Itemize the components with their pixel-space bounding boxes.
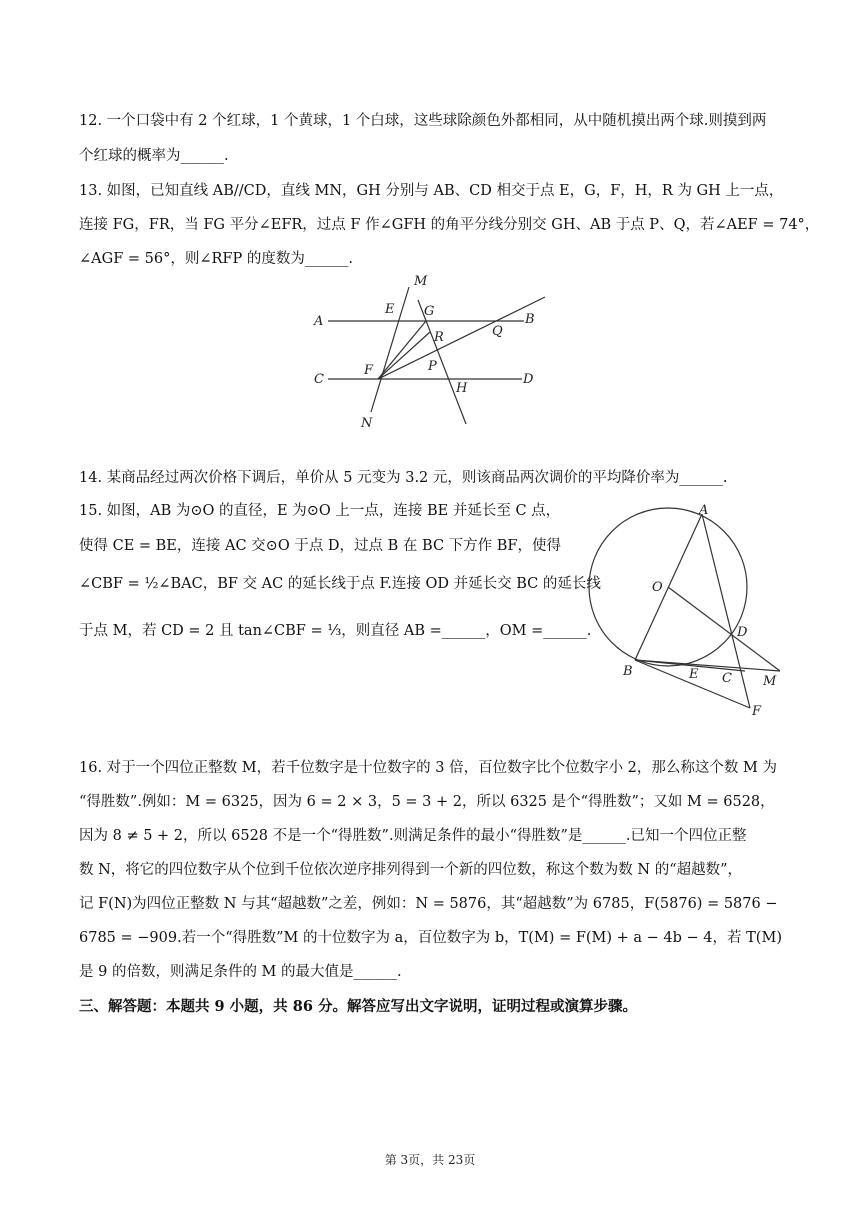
q13-line-3: ∠AGF = 56°，则∠RFP 的度数为______. — [79, 251, 353, 267]
q16-line-1: 16. 对于一个四位正整数 M，若千位数字是十位数字的 3 倍，百位数字比个位数字小 2，那么称这个数 M 为 — [79, 760, 777, 776]
q16-line-5: 记 F(N)为四位正整数 N 与其“超越数”之差，例如：N = 5876，其“超越数”为 6785，F(5876) = 5876 − — [79, 896, 778, 912]
q13-label-D: D — [523, 372, 534, 387]
q15-line-1: 15. 如图，AB 为⊙O 的直径，E 为⊙O 上一点，连接 BE 并延长至 C 点， — [79, 503, 561, 519]
q13-figure — [300, 270, 560, 435]
q15-label-F: F — [752, 704, 762, 719]
q15-label-D: D — [737, 625, 748, 640]
q13-label-F: F — [364, 363, 374, 378]
q13-label-M: M — [414, 274, 428, 289]
q15-line-4: 于点 M，若 CD = 2 且 tan∠CBF = ⅓，则直径 AB =______，OM =______. — [79, 623, 592, 639]
q13-label-R: R — [434, 330, 444, 345]
q15-line-3: ∠CBF = ½∠BAC，BF 交 AC 的延长线于点 F.连接 OD 并延长交 BC 的延长线 — [79, 576, 601, 592]
q13-line-1: 13. 如图，已知直线 AB//CD，直线 MN，GH 分别与 AB、CD 相交于点 E，G，F，H，R 为 GH 上一点， — [79, 183, 784, 199]
q16-line-7: 是 9 的倍数，则满足条件的 M 的最大值是______. — [79, 964, 402, 980]
q16-line-4: 数 N，将它的四位数字从个位到千位依次逆序排列得到一个新的四位数，称这个数为数 N 的“超越数”， — [79, 862, 743, 878]
q13-label-C: C — [314, 372, 324, 387]
q13-label-Q: Q — [492, 324, 503, 339]
q13-label-E: E — [385, 302, 395, 317]
q15-label-O: O — [652, 580, 663, 595]
q15-label-E: E — [689, 667, 699, 682]
q16-line-2: “得胜数”.例如：M = 6325，因为 6 = 2 × 3，5 = 3 + 2，所以 6325 是个“得胜数”；又如 M = 6528， — [79, 794, 775, 810]
q13-line-2: 连接 FG，FR，当 FG 平分∠EFR，过点 F 作∠GFH 的角平分线分别交 GH、AB 于点 P、Q，若∠AEF = 74°， — [79, 217, 820, 233]
q12-line-2: 个红球的概率为______. — [79, 148, 229, 164]
q13-label-P: P — [428, 359, 437, 374]
q15-label-A: A — [699, 503, 709, 518]
q15-label-B: B — [623, 664, 633, 679]
q15-label-C: C — [722, 671, 732, 686]
q12-line-1: 12. 一个口袋中有 2 个红球，1 个黄球，1 个白球，这些球除颜色外都相同，从中随机摸出两个球.则摸到两 — [79, 113, 767, 129]
section-3-heading: 三、解答题：本题共 9 小题，共 86 分。解答应写出文字说明，证明过程或演算步骤。 — [79, 998, 637, 1015]
q13-label-N: N — [361, 416, 373, 431]
q14-line-1: 14. 某商品经过两次价格下调后，单价从 5 元变为 3.2 元，则该商品两次调价的平均降价率为______. — [79, 470, 728, 486]
q13-label-B: B — [525, 312, 535, 327]
q13-label-A: A — [314, 314, 324, 329]
q13-label-H: H — [456, 381, 468, 396]
q16-line-6: 6785 = −909.若一个“得胜数”M 的十位数字为 a，百位数字为 b，T(M) = F(M) + a − 4b − 4，若 T(M) — [79, 930, 782, 946]
q13-label-G: G — [424, 304, 435, 319]
q15-label-M: M — [763, 674, 777, 689]
q15-figure — [585, 495, 790, 725]
q16-line-3: 因为 8 ≠ 5 + 2，所以 6528 不是一个“得胜数”.则满足条件的最小“得胜数”是______.已知一个四位正整 — [79, 828, 747, 844]
page-footer: 第 3页，共 23页 — [384, 1153, 476, 1167]
q15-line-2: 使得 CE = BE，连接 AC 交⊙O 于点 D，过点 B 在 BC 下方作 BF，使得 — [79, 538, 561, 554]
